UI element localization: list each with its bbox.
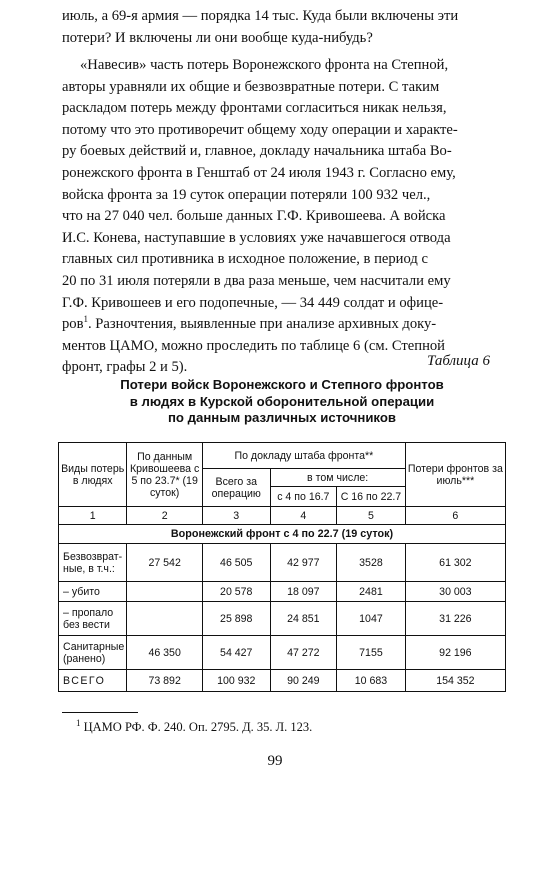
losses-table (58, 442, 506, 692)
table-row (59, 544, 506, 582)
table-cell (127, 582, 203, 602)
paragraph-2 (62, 55, 502, 379)
text-line: потери? И включены ли они вообще куда-нибудь? (62, 29, 373, 46)
header-loss-type: Виды потерь в людях (59, 443, 127, 507)
table-cell: 3528 (337, 544, 406, 582)
table-cell: 18 097 (270, 582, 337, 602)
text-fragment: ров (62, 316, 84, 333)
text-line: потому что это противоречит общему ходу операции и характе- (62, 121, 458, 138)
table-cell: 100 932 (202, 670, 270, 692)
table-cell: 92 196 (405, 636, 505, 670)
table-cell: 24 851 (270, 602, 337, 636)
table-cell: 31 226 (405, 602, 505, 636)
table-row (59, 582, 506, 602)
table-row (59, 670, 506, 692)
header-including: в том числе: (270, 469, 405, 487)
text-line: Г.Ф. Кривошеев и его подопечные, — 34 449 солдат и офице- (62, 294, 444, 311)
text-line: ронежского фронта в Генштаб от 24 июля 1943 г. Согласно ему, (62, 164, 456, 181)
header-july-losses: Потери фронтов за июль*** (405, 443, 505, 507)
text-line: авторы уравняли их общие и безвозвратные потери. С таким (62, 78, 440, 95)
text-line: что на 27 040 чел. больше данных Г.Ф. Кривошеева. А войска (62, 208, 446, 225)
table-cell (127, 602, 203, 636)
table-cell: 90 249 (270, 670, 337, 692)
column-number: 2 (127, 507, 203, 525)
table-row (59, 636, 506, 670)
table-cell: 25 898 (202, 602, 270, 636)
section-header: Воронежский фронт с 4 по 22.7 (19 суток) (59, 525, 506, 544)
table-cell: 30 003 (405, 582, 505, 602)
text-line: ментов ЦАМО, можно проследить по таблице 6 (см. Степной (62, 337, 445, 354)
row-label: Безвозврат-ные, в т.ч.: (59, 544, 127, 582)
column-number: 1 (59, 507, 127, 525)
table-cell: 61 302 (405, 544, 505, 582)
table-title-line: по данным различных источников (167, 410, 397, 425)
text-line: «Навесив» часть потерь Воронежского фронта на Степной, (80, 57, 449, 73)
text-line: фронт, графы 2 и 5). (62, 359, 188, 376)
table-cell: 46 350 (127, 636, 203, 670)
header-total-operation: Всего за операцию (202, 469, 270, 507)
text-line (62, 314, 502, 336)
table-cell: 20 578 (202, 582, 270, 602)
table-cell: 2481 (337, 582, 406, 602)
footnote (76, 717, 313, 735)
table-label: Таблица 6 (427, 353, 490, 369)
row-label: Санитарные (ранено) (59, 636, 127, 670)
row-label: ВСЕГО (59, 670, 127, 692)
table-cell: 47 272 (270, 636, 337, 670)
footnote-text: ЦАМО РФ. Ф. 240. Оп. 2795. Д. 35. Л. 123. (83, 720, 313, 734)
footnote-divider (62, 712, 138, 713)
row-label: – убито (59, 582, 127, 602)
table-cell: 10 683 (337, 670, 406, 692)
table-title (62, 377, 502, 427)
table-title-line: Потери войск Воронежского и Степного фронтов (120, 377, 444, 392)
table-cell: 1047 (337, 602, 406, 636)
row-label: – пропало без вести (59, 602, 127, 636)
table-title-line: в людях в Курской оборонительной операции (129, 393, 435, 409)
column-number: 3 (202, 507, 270, 525)
column-numbers-row (59, 507, 506, 525)
text-line: ру боевых действий и, главное, докладу начальника штаба Во- (62, 143, 452, 160)
table-cell: 42 977 (270, 544, 337, 582)
table-row (59, 602, 506, 636)
table-cell: 7155 (337, 636, 406, 670)
table-cell: 154 352 (405, 670, 505, 692)
header-period-2: С 16 по 22.7 (337, 487, 406, 507)
column-number: 5 (337, 507, 406, 525)
header-period-1: с 4 по 16.7 (270, 487, 337, 507)
text-line: И.С. Конева, наступавшие в условиях уже начавшегося отвода (62, 229, 451, 246)
text-line: войска фронта за 19 суток операции потеряли 100 932 чел., (62, 186, 431, 203)
text-line: главных сил противника в исходное положение, в период с (62, 251, 428, 268)
table-cell: 73 892 (127, 670, 203, 692)
table-cell: 46 505 (202, 544, 270, 582)
table-cell: 27 542 (127, 544, 203, 582)
header-front-report: По докладу штаба фронта** (202, 443, 405, 469)
column-number: 4 (270, 507, 337, 525)
text-line: 20 по 31 июля потеряли в два раза меньше, чем насчитали ему (62, 272, 451, 289)
text-line: июль, а 69-я армия — порядка 14 тыс. Куда были включены эти (62, 8, 459, 24)
text-line: раскладом потерь между фронтами согласиться никак нельзя, (62, 100, 447, 117)
header-krivosheev: По данным Кривошеева с 5 по 23.7* (19 суток) (127, 443, 203, 507)
table-cell: 54 427 (202, 636, 270, 670)
text-fragment: . Разночтения, выявленные при анализе архивных доку- (88, 316, 437, 333)
page-number: 99 (267, 753, 283, 769)
column-number: 6 (405, 507, 505, 525)
footnote-marker: 1 (76, 717, 81, 728)
paragraph-1 (62, 6, 502, 49)
footnote-ref: 1 (83, 314, 88, 325)
